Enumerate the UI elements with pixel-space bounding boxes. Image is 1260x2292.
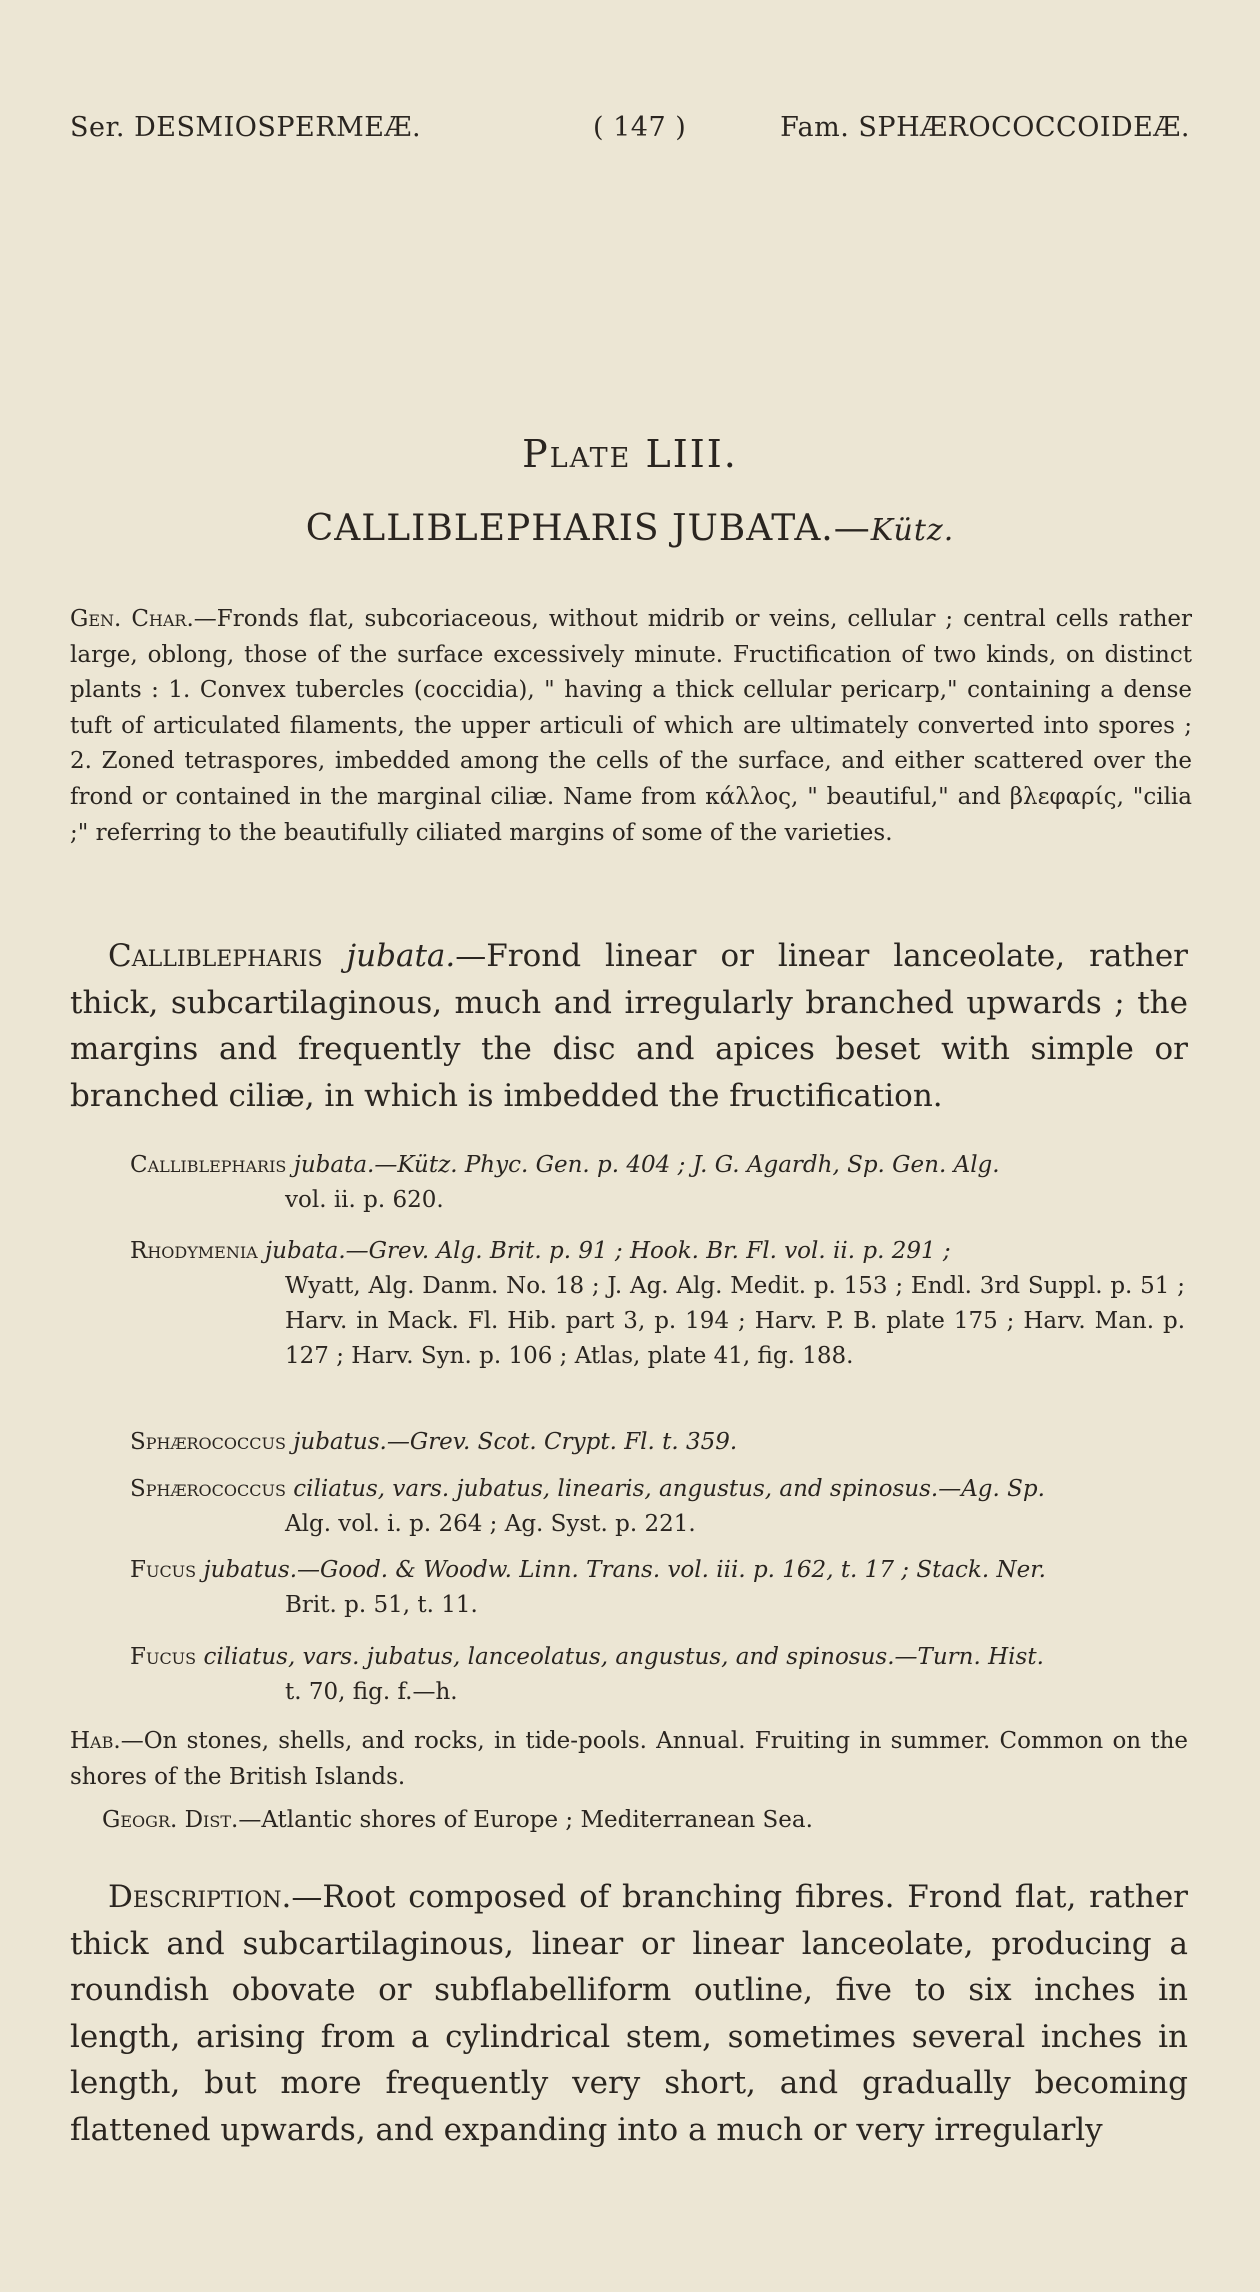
- running-header-series: Ser. DESMIOSPERMEÆ.: [70, 112, 422, 143]
- synonym-entry: [130, 1640, 1185, 1710]
- synonym-citation: jubatus.—Grev. Scot. Crypt. Fl. t. 359.: [293, 1429, 738, 1455]
- synonym-genus: Calliblepharis: [130, 1152, 287, 1178]
- synonym-genus: Sphærococcus: [130, 1429, 286, 1455]
- synonym-citation: jubata.—Grev. Alg. Brit. p. 91 ; Hook. Br. Fl. vol. ii. p. 291 ;: [265, 1238, 951, 1264]
- synonym-entry: [130, 1148, 1185, 1218]
- species-name: CALLIBLEPHARIS JUBATA.—: [305, 508, 871, 549]
- synonym-citation-cont: Wyatt, Alg. Danm. No. 18 ; J. Ag. Alg. Medit. p. 153 ; Endl. 3rd Suppl. p. 51 ; Harv. in Mack. Fl. Hib. part 3, p. 194 ; Harv. P. B. plate 175 ; Harv. Man. p. 127 ; Harv. Syn. p. 106 ; Atlas, plate 41, fig. 188.: [285, 1273, 1185, 1369]
- synonym-genus: Sphærococcus: [130, 1476, 286, 1502]
- description-paragraph: [70, 1874, 1188, 2153]
- synonym-citation-cont: vol. ii. p. 620.: [285, 1187, 444, 1213]
- geog-lead: Geogr. Dist.: [102, 1807, 239, 1833]
- diagnosis-genus: Calliblepharis: [108, 938, 323, 974]
- generic-character-paragraph: [70, 602, 1192, 851]
- synonym-genus: Fucus: [130, 1557, 197, 1583]
- geographic-distribution: [102, 1807, 813, 1833]
- page-number: ( 147 ): [593, 112, 687, 143]
- description-lead: Description.: [108, 1879, 292, 1915]
- synonym-entry: [130, 1234, 1185, 1374]
- habitat-paragraph: [70, 1723, 1188, 1795]
- running-header-family: Fam. SPHÆROCOCCOIDEÆ.: [780, 112, 1190, 143]
- synonym-genus: Rhodymenia: [130, 1238, 258, 1264]
- synonym-citation-cont: Brit. p. 51, t. 11.: [285, 1592, 478, 1618]
- plate-title: Plate LIII.: [522, 432, 738, 476]
- species-title: [0, 508, 1260, 549]
- synonym-genus: Fucus: [130, 1644, 197, 1670]
- species-author: Kütz.: [870, 513, 955, 548]
- synonym-citation: ciliatus, vars. jubatus, linearis, angustus, and spinosus.—Ag. Sp.: [293, 1476, 1045, 1502]
- synonym-entry: [130, 1472, 1185, 1542]
- description-text: —Root composed of branching fibres. Frond flat, rather thick and subcartilaginous, linear or linear lanceolate, producing a roundish obovate or subflabelliform outline, five to six inches in length, arising from a cylindrical stem, sometimes several inches in length, but more frequently very short, and gradually becoming flattened upwards, and expanding into a much or very irregularly: [70, 1879, 1188, 2148]
- synonym-citation: jubata.—Kütz. Phyc. Gen. p. 404 ; J. G. Agardh, Sp. Gen. Alg.: [293, 1152, 1000, 1178]
- synonym-citation: jubatus.—Good. & Woodw. Linn. Trans. vol. iii. p. 162, t. 17 ; Stack. Ner.: [203, 1557, 1046, 1583]
- synonym-citation: ciliatus, vars. jubatus, lanceolatus, angustus, and spinosus.—Turn. Hist.: [203, 1644, 1044, 1670]
- species-diagnosis: [70, 933, 1188, 1119]
- diagnosis-epithet: jubata.: [346, 938, 456, 974]
- synonym-citation-cont: t. 70, fig. f.—h.: [285, 1679, 458, 1705]
- gen-char-lead: Gen. Char.: [70, 606, 194, 632]
- synonym-entry: [130, 1425, 1185, 1460]
- habitat-text: —On stones, shells, and rocks, in tide-pools. Annual. Fruiting in summer. Common on the shores of the British Islands.: [70, 1728, 1188, 1790]
- geog-text: —Atlantic shores of Europe ; Mediterranean Sea.: [238, 1807, 813, 1833]
- synonym-entry: [130, 1553, 1185, 1623]
- synonym-citation-cont: Alg. vol. i. p. 264 ; Ag. Syst. p. 221.: [285, 1511, 696, 1537]
- gen-char-text: —Fronds flat, subcoriaceous, without midrib or veins, cellular ; central cells rather large, oblong, those of the surface excessively minute. Fructification of two kinds, on distinct plants : 1. Convex tubercles (coccidia), " having a thick cellular pericarp," containing a dense tuft of articulated filaments, the upper articuli of which are ultimately converted into spores ; 2. Zoned tetraspores, imbedded among the cells of the surface, and either scattered over the frond or contained in the marginal ciliæ. Name from κάλλος, " beautiful," and βλεφαρίς, "cilia ;" referring to the beautifully ciliated margins of some of the varieties.: [70, 606, 1193, 846]
- habitat-lead: Hab.: [70, 1728, 121, 1754]
- diagnosis-text: —Frond linear or linear lanceolate, rather thick, subcartilaginous, much and irregularly branched upwards ; the margins and frequently the disc and apices beset with simple or branched ciliæ, in which is imbedded the fructification.: [70, 938, 1188, 1114]
